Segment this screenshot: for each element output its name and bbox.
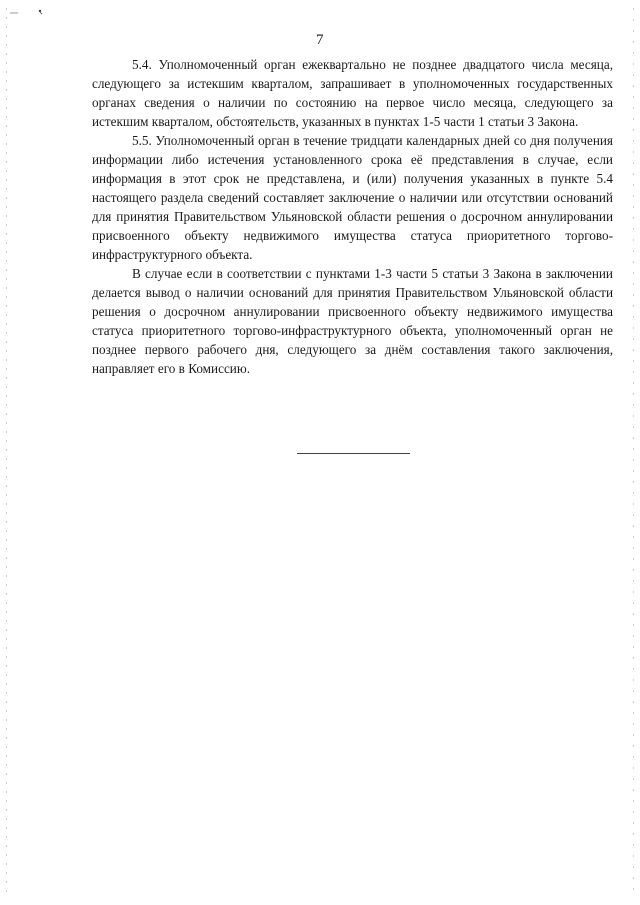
end-separator-line [297,453,410,454]
page-number: 7 [316,32,324,48]
scan-edge-left [6,8,7,896]
scan-mark [10,8,52,18]
paragraph-5-5-continued: В случае если в соответствии с пунктами 1-3 части 5 статьи 3 Закона в заключении делается вывод о наличии оснований для принятия Правительством Ульяновской области решения о досрочном аннулировании присвоенного объекту недвижимого имущества статуса приоритетного торгово-инфраструктурного объекта, уполномоченный орган не позднее первого рабочего дня, следующего за днём составления такого заключения, направляет его в Комиссию. [92,266,613,376]
paragraph-5-4: 5.4. Уполномоченный орган ежеквартально не позднее двадцатого числа месяца, следующего за истекшим кварталом, запрашивает в уполномоченных государственных органах сведения о наличии по состоянию на первое число месяца, следующего за истекшим кварталом, обстоятельств, указанных в пунктах 1-5 части 1 статьи 3 Закона. [92,57,613,129]
body-text [92,55,613,378]
scan-edge-right [633,8,634,896]
paragraph-5-5: 5.5. Уполномоченный орган в течение тридцати календарных дней со дня получения информации либо истечения установленного срока её представления в случае, если информация в этот срок не представлена, и (или) получения указанных в пункте 5.4 настоящего раздела сведений составляет заключение о наличии или отсутствии оснований для принятия Правительством Ульяновской области решения о досрочном аннулировании присвоенного объекту недвижимого имущества статуса приоритетного торгово-инфраструктурного объекта. [92,133,613,262]
